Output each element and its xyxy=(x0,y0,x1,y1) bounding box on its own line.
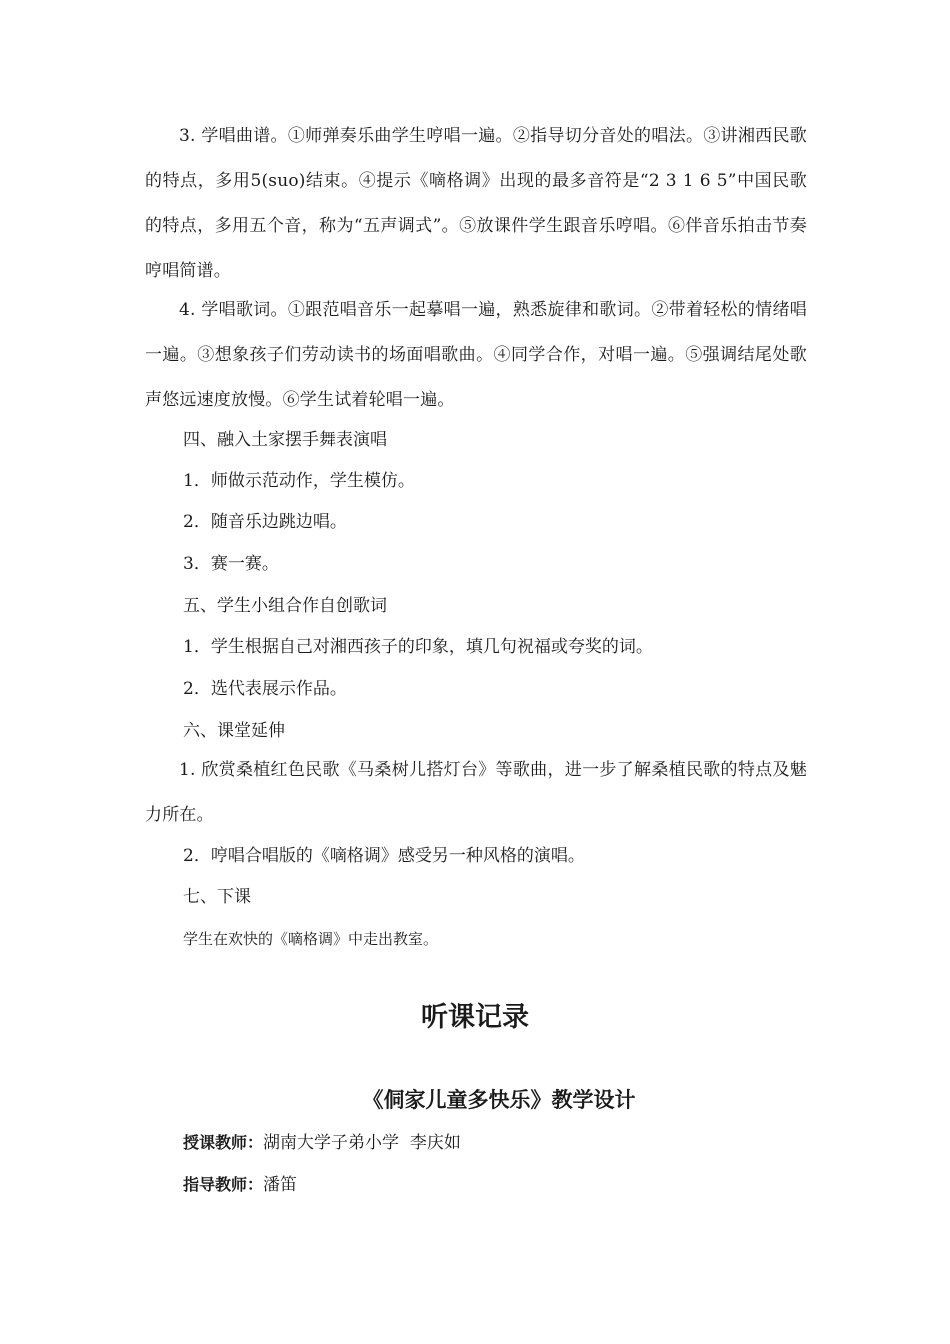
section-6-heading: 六、课堂延伸 xyxy=(183,721,285,741)
guide-line xyxy=(183,1173,297,1197)
section-5-item-1: 1．学生根据自己对湘西孩子的印象，填几句祝福或夸奖的词。 xyxy=(183,637,653,657)
teacher-label: 授课教师： xyxy=(183,1133,264,1152)
teacher-value: 湖南大学子弟小学 李庆如 xyxy=(263,1133,461,1153)
guide-label: 指导教师： xyxy=(183,1175,264,1194)
section-7-heading: 七、下课 xyxy=(183,887,251,907)
step-3-paragraph: 3. 学唱曲谱。①师弹奏乐曲学生哼唱一遍。②指导切分音处的唱法。③讲湘西民歌的特点，多用5(suo)结束。④提示《嘀格调》出现的最多音符是“2 3 1 6 5”中国民歌的特点，多用五个音，称为“五声调式”。⑤放课件学生跟音乐哼唱。⑥伴音乐拍击节奏哼唱简谱。 xyxy=(145,126,807,281)
step-4-paragraph: 4. 学唱歌词。①跟范唱音乐一起摹唱一遍，熟悉旋律和歌词。②带着轻松的情绪唱一遍。③想象孩子们劳动读书的场面唱歌曲。④同学合作，对唱一遍。⑤强调结尾处歌声悠远速度放慢。⑥学生试着轮唱一遍。 xyxy=(145,300,807,410)
guide-value: 潘笛 xyxy=(263,1175,298,1195)
section-7-text: 学生在欢快的《嘀格调》中走出教室。 xyxy=(183,930,439,948)
section-4-item-3: 3．赛一赛。 xyxy=(183,554,279,574)
section-6-item-2: 2．哼唱合唱版的《嘀格调》感受另一种风格的演唱。 xyxy=(183,846,585,866)
section-4-item-2: 2．随音乐边跳边唱。 xyxy=(183,512,347,532)
design-title: 《侗家儿童多快乐》教学设计 xyxy=(362,1088,636,1112)
section-4-heading: 四、融入土家摆手舞表演唱 xyxy=(183,430,387,450)
section-4-item-1: 1．师做示范动作，学生模仿。 xyxy=(183,471,415,491)
section-6-item-1: 1. 欣赏桑植红色民歌《马桑树儿搭灯台》等歌曲，进一步了解桑植民歌的特点及魅力所在。 xyxy=(145,760,807,825)
section-5-heading: 五、学生小组合作自创歌词 xyxy=(183,596,387,616)
record-heading: 听课记录 xyxy=(421,1002,529,1033)
teacher-line xyxy=(183,1131,461,1155)
section-5-item-2: 2．选代表展示作品。 xyxy=(183,679,347,699)
